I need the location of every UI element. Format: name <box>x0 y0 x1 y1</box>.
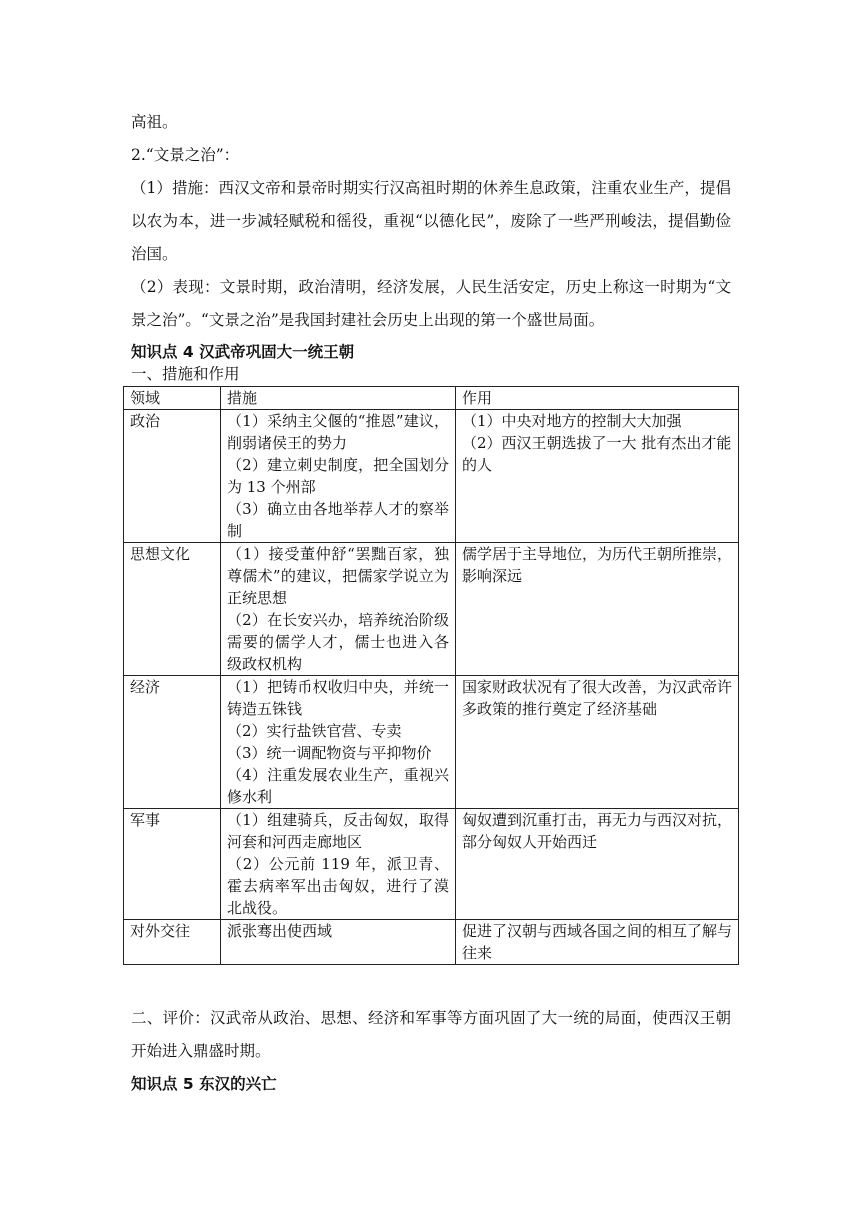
wenjing-measures: （1）措施：西汉文帝和景帝时期实行汉高祖时期的休养生息政策，注重农业生产，提倡以农为本，进一步减轻赋税和徭役，重视“以德化民”，废除了一些严刑峻法，提倡勤俭治国。 <box>131 179 731 263</box>
measure-item: 派张骞出使西域 <box>227 922 333 940</box>
measure-item: （2）在长安兴办，培养统治阶级需要的儒学人才，儒士也进入各级政权机构 <box>227 611 449 673</box>
table-row <box>124 920 739 965</box>
row-measures <box>221 809 456 920</box>
row-field: 对外交往 <box>124 920 221 965</box>
measure-item: （1）组建骑兵，反击匈奴，取得河套和河西走廊地区 <box>227 811 449 851</box>
row-field: 经济 <box>124 676 221 809</box>
section4-heading: 知识点 4 汉武帝巩固大一统王朝 <box>131 343 355 361</box>
row-effects <box>456 920 739 965</box>
header-measures: 措施 <box>221 387 456 410</box>
effect-item: 的人 <box>462 456 493 474</box>
effect-item: （2）西汉王朝选拔了一大 批有杰出才能 <box>462 434 732 452</box>
row-effects <box>456 809 739 920</box>
measure-item: （3）统一调配物资与平抑物价 <box>227 744 432 762</box>
section4-subtitle: 一、措施和作用 <box>131 365 240 383</box>
wenjing-performance: （2）表现：文景时期，政治清明，经济发展，人民生活安定，历史上称这一时期为“文景之治”。“文景之治”是我国封建社会历史上出现的第一个盛世局面。 <box>131 278 731 329</box>
effect-item: （1）中央对地方的控制大大加强 <box>462 412 682 430</box>
table-row <box>124 410 739 543</box>
measure-item: （1）采纳主父偃的“推恩”建议，削弱诸侯王的势力 <box>227 412 449 452</box>
measures-table <box>123 386 739 965</box>
row-effects <box>456 676 739 809</box>
row-effects <box>456 543 739 676</box>
effect-item: 促进了汉朝与西域各国之间的相互了解与往来 <box>462 922 733 962</box>
row-measures <box>221 920 456 965</box>
measure-item: （1）把铸币权收归中央，并统一铸造五铢钱 <box>227 678 449 718</box>
measure-item: （4）注重发展农业生产，重视兴修水利 <box>227 766 449 806</box>
row-measures <box>221 676 456 809</box>
row-field: 思想文化 <box>124 543 221 676</box>
measure-item: （2）建立刺史制度，把全国划分为 13 个州部 <box>227 456 449 496</box>
intro-line: 高祖。 <box>131 113 178 131</box>
header-field: 领域 <box>124 387 221 410</box>
row-measures <box>221 543 456 676</box>
measure-item: （2）实行盐铁官营、专卖 <box>227 722 402 740</box>
evaluation-paragraph: 二、评价：汉武帝从政治、思想、经济和军事等方面巩固了大一统的局面，使西汉王朝开始进入鼎盛时期。 <box>131 1009 731 1060</box>
table-header-row <box>124 387 739 410</box>
table-row <box>124 809 739 920</box>
table-row <box>124 543 739 676</box>
header-effects: 作用 <box>456 387 739 410</box>
effect-item: 儒学居于主导地位，为历代王朝所推崇，影响深远 <box>462 545 733 585</box>
wenjing-title: 2.“文景之治”： <box>131 146 240 164</box>
row-field: 政治 <box>124 410 221 543</box>
effect-item: 国家财政状况有了很大改善，为汉武帝许多政策的推行奠定了经济基础 <box>462 678 733 718</box>
row-effects <box>456 410 739 543</box>
measure-item: （2）公元前 119 年，派卫青、霍去病率军出击匈奴，进行了漠北战役。 <box>227 855 449 917</box>
section5-heading: 知识点 5 东汉的兴亡 <box>131 1075 277 1093</box>
effect-item: 匈奴遭到沉重打击，再无力与西汉对抗，部分匈奴人开始西迁 <box>462 811 733 851</box>
row-measures <box>221 410 456 543</box>
measure-item: （1）接受董仲舒“罢黜百家，独尊儒术”的建议，把儒家学说立为正统思想 <box>227 545 449 607</box>
measure-item: （3）确立由各地举荐人才的察举制 <box>227 500 449 540</box>
row-field: 军事 <box>124 809 221 920</box>
table-row <box>124 676 739 809</box>
